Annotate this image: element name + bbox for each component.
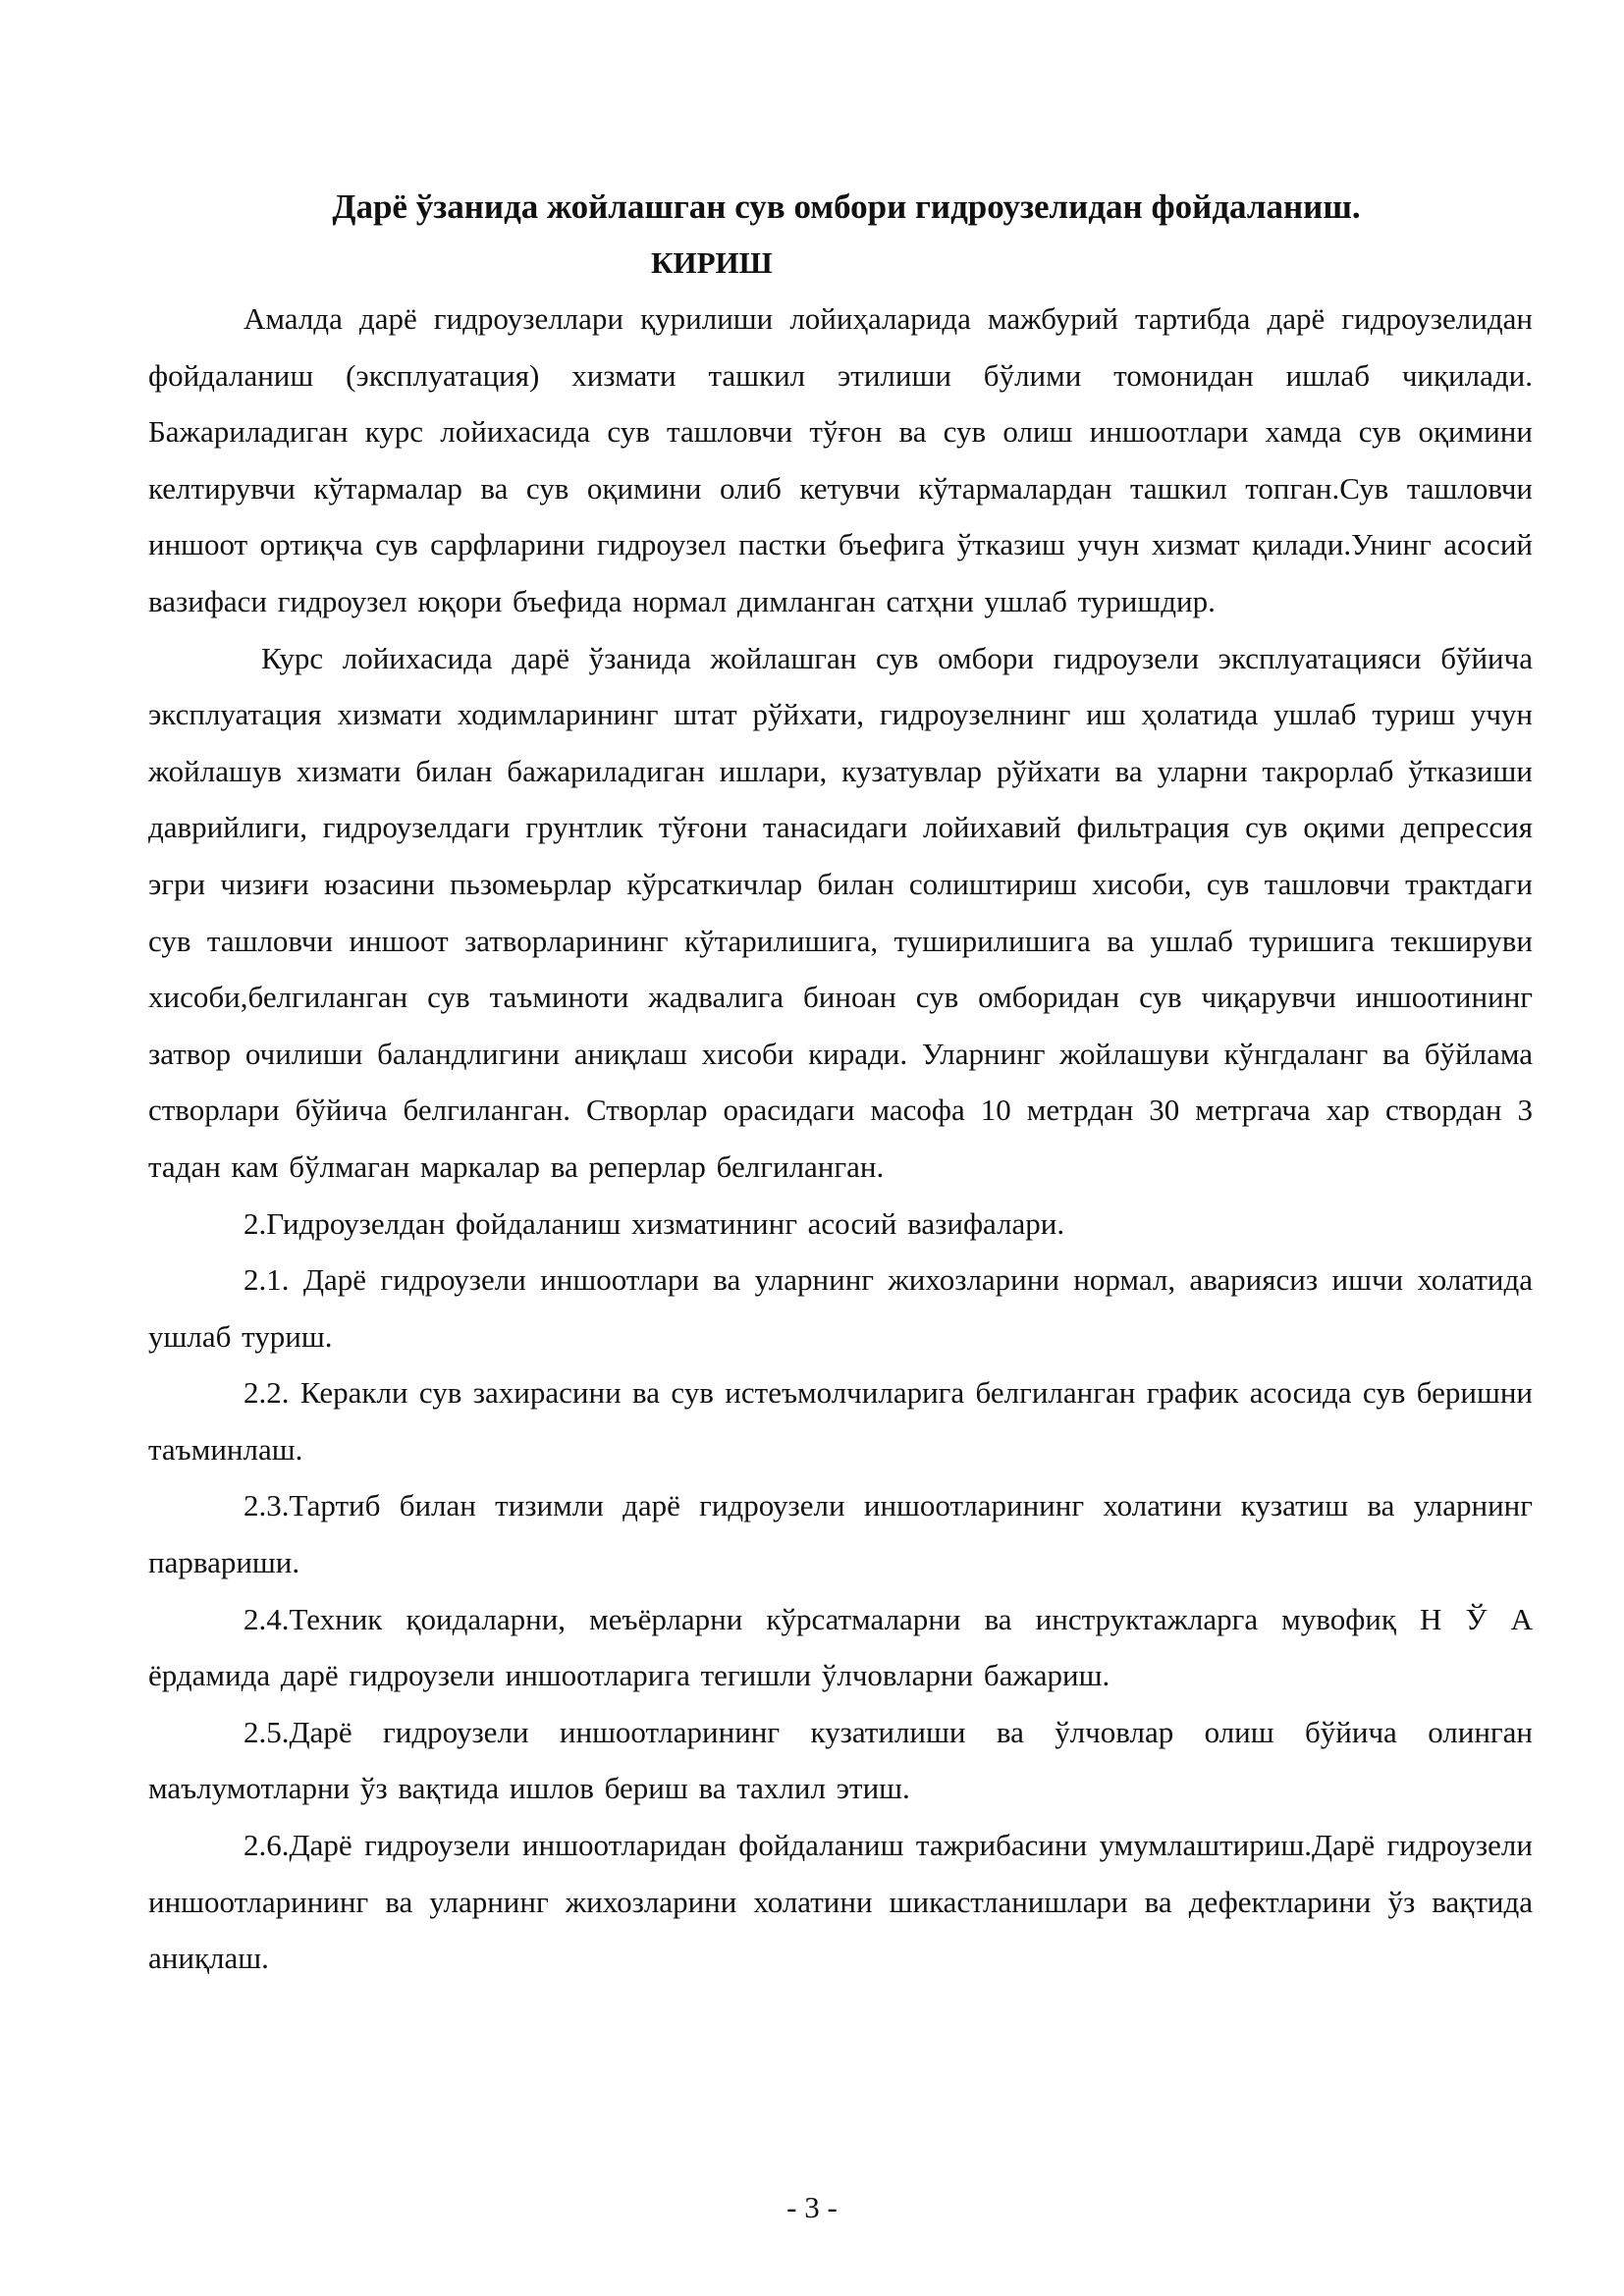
paragraph-item-2-3: 2.3.Тартиб билан тизимли дарё гидроузели иншоотларининг холатини кузатиш ва уларнинг парвариши.: [148, 1488, 1533, 1580]
paragraph-item-2-2: 2.2. Керакли сув захирасини ва сув истеъмолчиларига белгиланган график асосида сув беришни таъминлаш.: [148, 1375, 1533, 1467]
paragraph-item-2-4: 2.4.Техник қоидаларни, меъёрларни кўрсатмаларни ва инструктажларга мувофиқ Н Ў А ёрдамида дарё гидроузели иншоотларига тегишли ўлчовларни бажариш.: [148, 1601, 1533, 1693]
document-title: Дарё ўзанида жойлашган сув омбори гидроузелидан фойдаланиш.: [332, 187, 1361, 226]
paragraph-item-2-6: 2.6.Дарё гидроузели иншоотларидан фойдаланиш тажрибасини умумлаштириш.Дарё гидроузели иншоотларининг ва уларнинг жихозларини холатини шикастланишлари ва дефектларини ўз вақтида аниқлаш.: [148, 1828, 1533, 1976]
section-heading: КИРИШ: [651, 245, 773, 280]
paragraph-section-2: 2.Гидроузелдан фойдаланиш хизматининг асосий вазифалари.: [244, 1205, 1065, 1241]
paragraph-intro: Амалда дарё гидроузеллари қурилиши лойиҳаларида мажбурий тартибда дарё гидроузелидан фойдаланиш (эксплуатация) хизмати ташкил этилиши бўлими томонидан ишлаб чиқилади. Бажариладиган курс лойихасида сув ташловчи тўғон ва сув олиш иншоотлари хамда сув оқимини келтирувчи кўтармалар ва сув оқимини олиб кетувчи кўтармалардан ташкил топган.Сув ташловчи иншоот ортиқча сув сарфларини гидроузел пастки бъефига ўтказиш учун хизмат қилади.Унинг асосий вазифаси гидроузел юқори бъефида нормал димланган сатҳни ушлаб туришдир.: [148, 301, 1533, 618]
paragraph-item-2-1: 2.1. Дарё гидроузели иншоотлари ва уларнинг жихозларини нормал, авариясиз ишчи холатида ушлаб туриш.: [148, 1262, 1533, 1354]
paragraph-project: Курс лойихасида дарё ўзанида жойлашган сув омбори гидроузели эксплуатацияси бўйича эксплуатация хизмати ходимларининг штат рўйхати, гидроузелнинг иш ҳолатида ушлаб туриш учун жойлашув хизмати билан бажариладиган ишлари, кузатувлар рўйхати ва уларни такрорлаб ўтказиши даврийлиги, гидроузелдаги грунтлик тўғони танасидаги лойихавий фильтрация сув оқими депрессия эгри чизиғи юзасини пьзомеьрлар кўрсаткичлар билан солиштириш хисоби, сув ташловчи трактдаги сув ташловчи иншоот затворларининг кўтарилишига, туширилишига ва ушлаб туришига текшируви хисоби,белгиланган сув таъминоти жадвалига биноан сув омборидан сув чиқарувчи иншоотининг затвор очилиши баландлигини аниқлаш хисоби киради. Уларнинг жойлашуви кўнгдаланг ва бўйлама створлари бўйича белгиланган. Створлар орасидаги масофа 10 метрдан 30 метргача хар створдан 3 тадан кам бўлмаган маркалар ва реперлар белгиланган.: [148, 640, 1533, 1184]
page-content: [148, 187, 1533, 1987]
page-number: - 3 -: [786, 2190, 838, 2224]
paragraph-item-2-5: 2.5.Дарё гидроузели иншоотларининг кузатилиши ва ўлчовлар олиш бўйича олинган маълумотларни ўз вақтида ишлов бериш ва тахлил этиш.: [148, 1714, 1533, 1806]
